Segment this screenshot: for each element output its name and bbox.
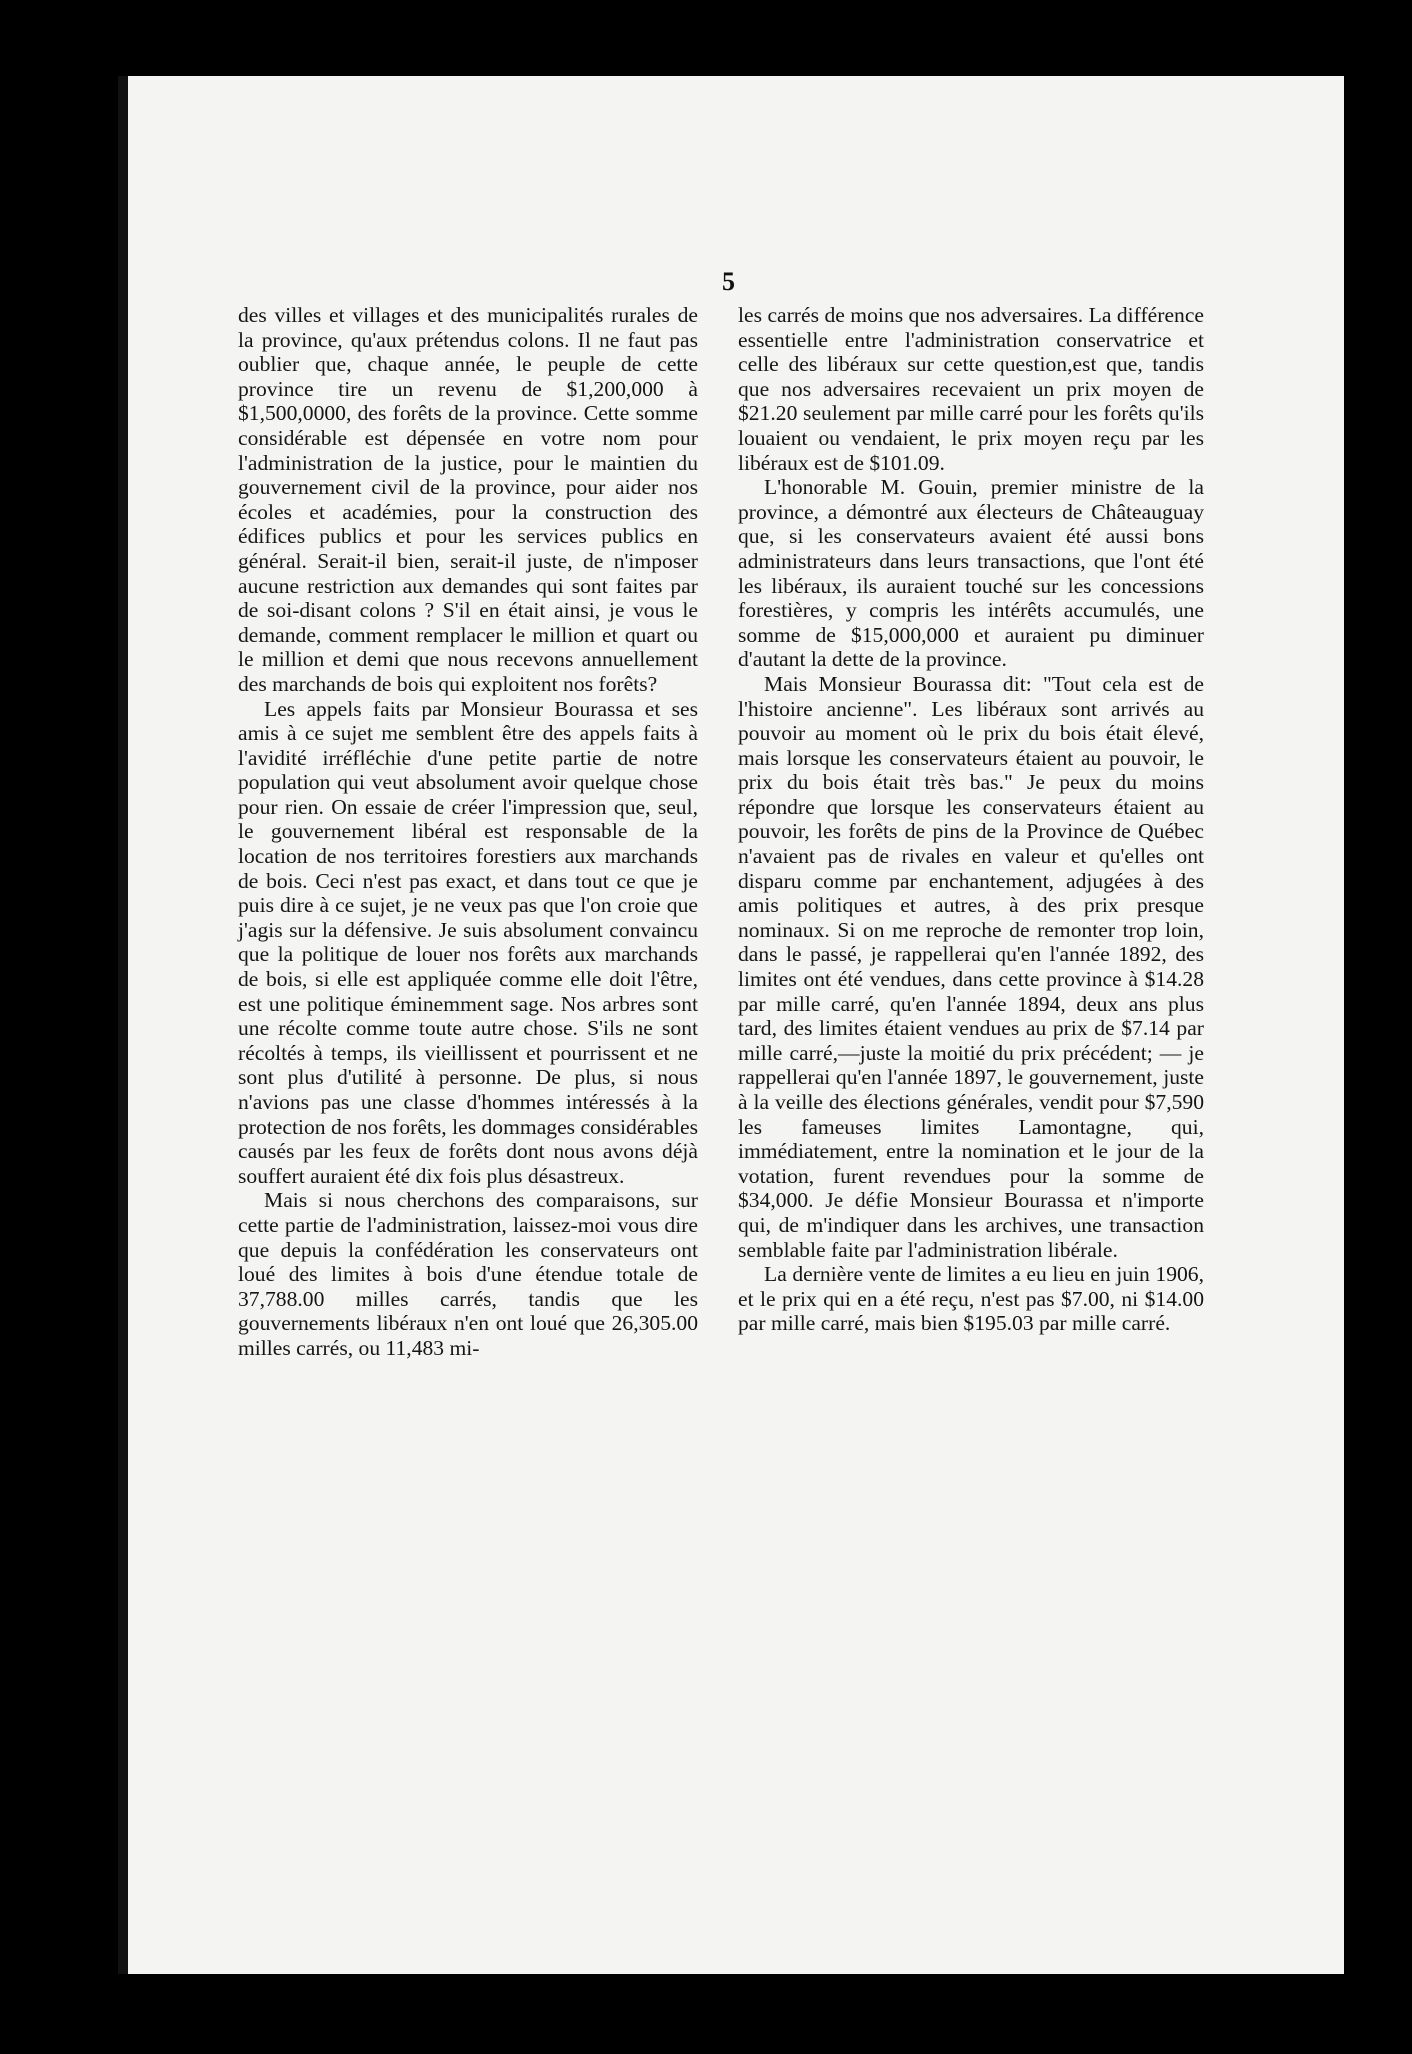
paragraph: Mais Monsieur Bourassa dit: "Tout cela est de l'histoire ancienne". Les libéraux sont arrivés au pouvoir au moment où le prix du bois était élevé, mais lorsque les conservateurs étaient au pouvoir, le prix du bois était très bas." Je peux du moins répondre que lorsque les conservateurs étaient au pouvoir, les forêts de pins de la Province de Québec n'avaient pas de rivales en valeur et qu'elles ont disparu comme par enchantement, adjugées à des amis politiques et autres, à des prix presque nominaux. Si on me reproche de remonter trop loin, dans le passé, je rappellerai qu'en l'année 1892, des limites ont été vendues, dans cette province à $14.28 par mille carré, qu'en l'année 1894, deux ans plus tard, des limites étaient vendues au prix de $7.14 par mille carré,—juste la moitié du prix précédent; — je rappellerai qu'en l'année 1897, le gouvernement, juste à la veille des élections générales, vendit pour $7,590 les fameuses limites Lamontagne, qui, immédiatement, entre la nomination et le jour de la votation, furent revendues pour la somme de $34,000. Je défie Monsieur Bourassa et n'importe qui, de m'indiquer dans les archives, une transaction semblable faite par l'administration libérale. — [738, 671, 1204, 1262]
paragraph: les carrés de moins que nos adversaires. La différence essentielle entre l'administration conservatrice et celle des libéraux sur cette question,est que, tandis que nos adversaires recevaient un prix moyen de $21.20 seulement par mille carré pour les forêts qu'ils louaient ou vendaient, le prix moyen reçu par les libéraux est de $101.09. — [738, 303, 1204, 475]
document-page — [118, 76, 1344, 1974]
paragraph: Les appels faits par Monsieur Bourassa et ses amis à ce sujet me semblent être des appels faits à l'avidité irréfléchie d'une petite partie de notre population qui veut absolument avoir quelque chose pour rien. On essaie de créer l'impression que, seul, le gouvernement libéral est responsable de la location de nos territoires forestiers aux marchands de bois. Ceci n'est pas exact, et dans tout ce que je puis dire à ce sujet, je ne veux pas que l'on croie que j'agis sur la défensive. Je suis absolument convaincu que la politique de louer nos forêts aux marchands de bois, si elle est appliquée comme elle doit l'être, est une politique éminemment sage. Nos arbres sont une récolte comme toute autre chose. S'ils ne sont récoltés à temps, ils vieillissent et pourrissent et ne sont plus d'utilité à personne. De plus, si nous n'avions pas une classe d'hommes intéressés à la protection de nos forêts, les dommages considérables causés par les feux de forêts dont nous avons déjà souffert auraient été dix fois plus désastreux. — [238, 696, 698, 1188]
paragraph: des villes et villages et des municipalités rurales de la province, qu'aux prétendus colons. Il ne faut pas oublier que, chaque année, le peuple de cette province tire un revenu de $1,200,000 à $1,500,0000, des forêts de la province. Cette somme considérable est dépensée en votre nom pour l'administration de la justice, pour le maintien du gouvernement civil de la province, pour aider nos écoles et académies, pour la construction des édifices publics et pour les services publics en général. Serait-il bien, serait-il juste, de n'imposer aucune restriction aux demandes qui sont faites par de soi-disant colons ? S'il en était ainsi, je vous le demande, comment remplacer le million et quart ou le million et demi que nous recevons annuellement des marchands de bois qui exploitent nos forêts? — [238, 303, 698, 696]
paragraph: L'honorable M. Gouin, premier ministre de la province, a démontré aux électeurs de Châteauguay que, si les conservateurs avaient été aussi bons administrateurs dans leurs transactions, que l'ont été les libéraux, ils auraient touché sur les concessions forestières, y compris les intérêts accumulés, une somme de $15,000,000 et auraient pu diminuer d'autant la dette de la province. — [738, 475, 1204, 672]
page-gutter-line — [118, 76, 128, 1974]
paragraph: Mais si nous cherchons des comparaisons, sur cette partie de l'administration, laissez-moi vous dire que depuis la confédération les conservateurs ont loué des limites à bois d'une étendue totale de 37,788.00 milles carrés, tandis que les gouvernements libéraux n'en ont loué que 26,305.00 milles carrés, ou 11,483 mi- — [238, 1188, 698, 1360]
page-number: 5 — [722, 267, 735, 296]
paragraph: La dernière vente de limites a eu lieu en juin 1906, et le prix qui en a été reçu, n'est pas $7.00, ni $14.00 par mille carré, mais bien $195.03 par mille carré. — [738, 1262, 1204, 1336]
right-column — [738, 303, 1204, 1336]
left-column — [238, 303, 698, 1361]
